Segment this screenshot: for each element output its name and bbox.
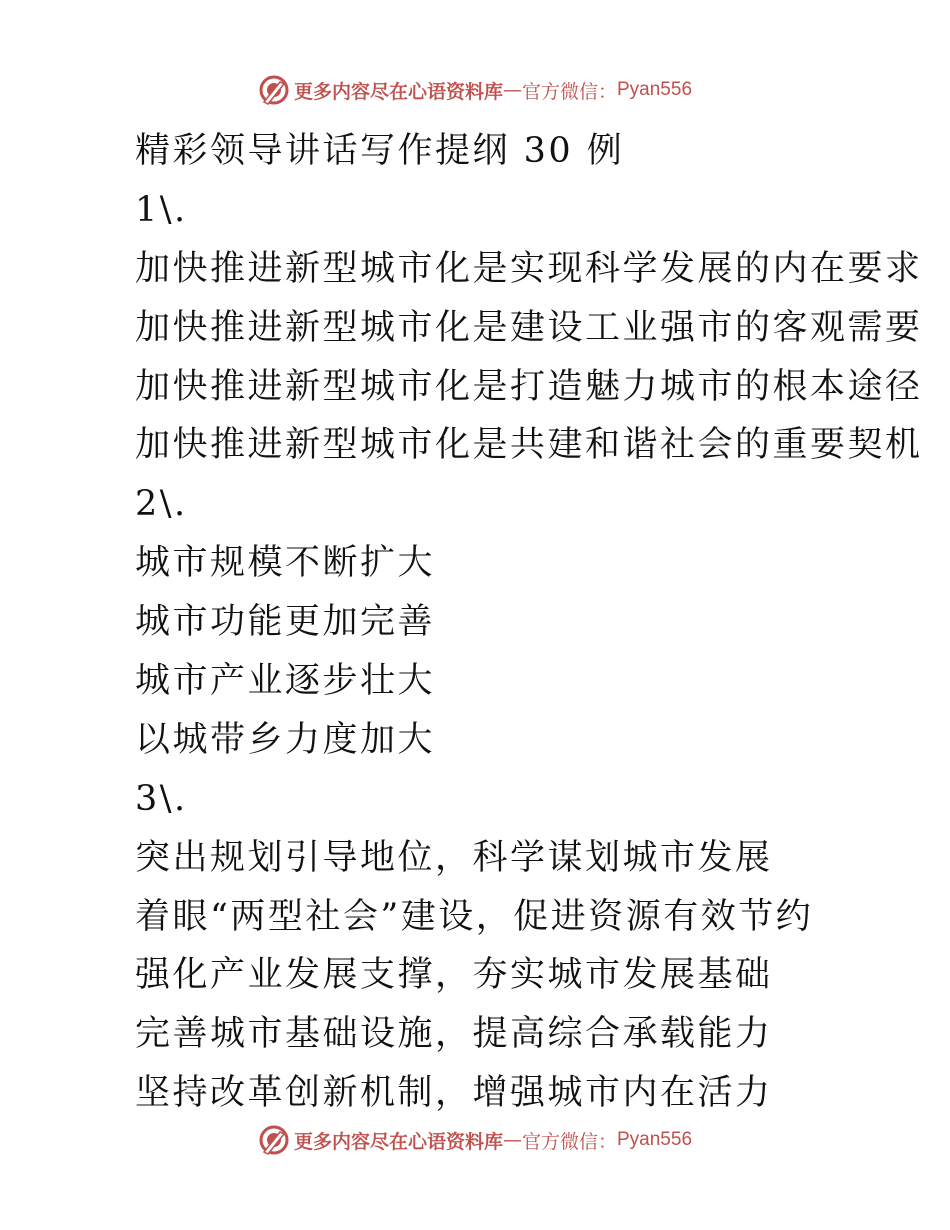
section-number: 2\. bbox=[135, 484, 188, 525]
section-number: 3\. bbox=[135, 778, 188, 819]
banner-separator: — bbox=[502, 79, 522, 101]
banner-wechat-label: 官方微信： bbox=[521, 1130, 617, 1153]
document-title: 精彩领导讲话写作提纲 30 例 bbox=[135, 131, 625, 171]
pen-logo-icon bbox=[258, 1124, 290, 1156]
banner-text: 更多内容尽在心语资料库 bbox=[293, 80, 503, 103]
text-line: 强化产业发展支撑，夯实城市发展基础 bbox=[135, 955, 773, 996]
text-line: 完善城市基础设施，提高综合承载能力 bbox=[135, 1014, 773, 1055]
text-line: 城市规模不断扩大 bbox=[135, 543, 436, 584]
document-body bbox=[135, 122, 935, 1123]
text-line: 加快推进新型城市化是打造魅力城市的根本途径 bbox=[135, 366, 923, 407]
banner-wechat-id: Pyan556 bbox=[617, 79, 693, 100]
text-line: 坚持改革创新机制，增强城市内在活力 bbox=[135, 1073, 773, 1114]
pen-logo-icon bbox=[258, 74, 290, 106]
text-line: 城市功能更加完善 bbox=[135, 602, 436, 643]
text-line: 突出规划引导地位，科学谋划城市发展 bbox=[135, 837, 773, 878]
text-line: 加快推进新型城市化是建设工业强市的客观需要 bbox=[135, 307, 923, 348]
text-line: 城市产业逐步壮大 bbox=[135, 661, 436, 702]
banner-wechat-label: 官方微信： bbox=[521, 80, 617, 103]
text-line: 着眼“两型社会”建设，促进资源有效节约 bbox=[135, 896, 814, 937]
banner-text: 更多内容尽在心语资料库 bbox=[293, 1130, 503, 1153]
text-line: 以城带乡力度加大 bbox=[135, 719, 436, 760]
text-line: 加快推进新型城市化是实现科学发展的内在要求 bbox=[135, 248, 923, 289]
text-line: 加快推进新型城市化是共建和谐社会的重要契机 bbox=[135, 425, 923, 466]
banner-wechat-id: Pyan556 bbox=[617, 1129, 693, 1150]
banner-separator: — bbox=[502, 1129, 522, 1151]
section-number: 1\. bbox=[135, 189, 188, 230]
footer-banner bbox=[0, 1120, 950, 1160]
header-banner bbox=[0, 70, 950, 110]
